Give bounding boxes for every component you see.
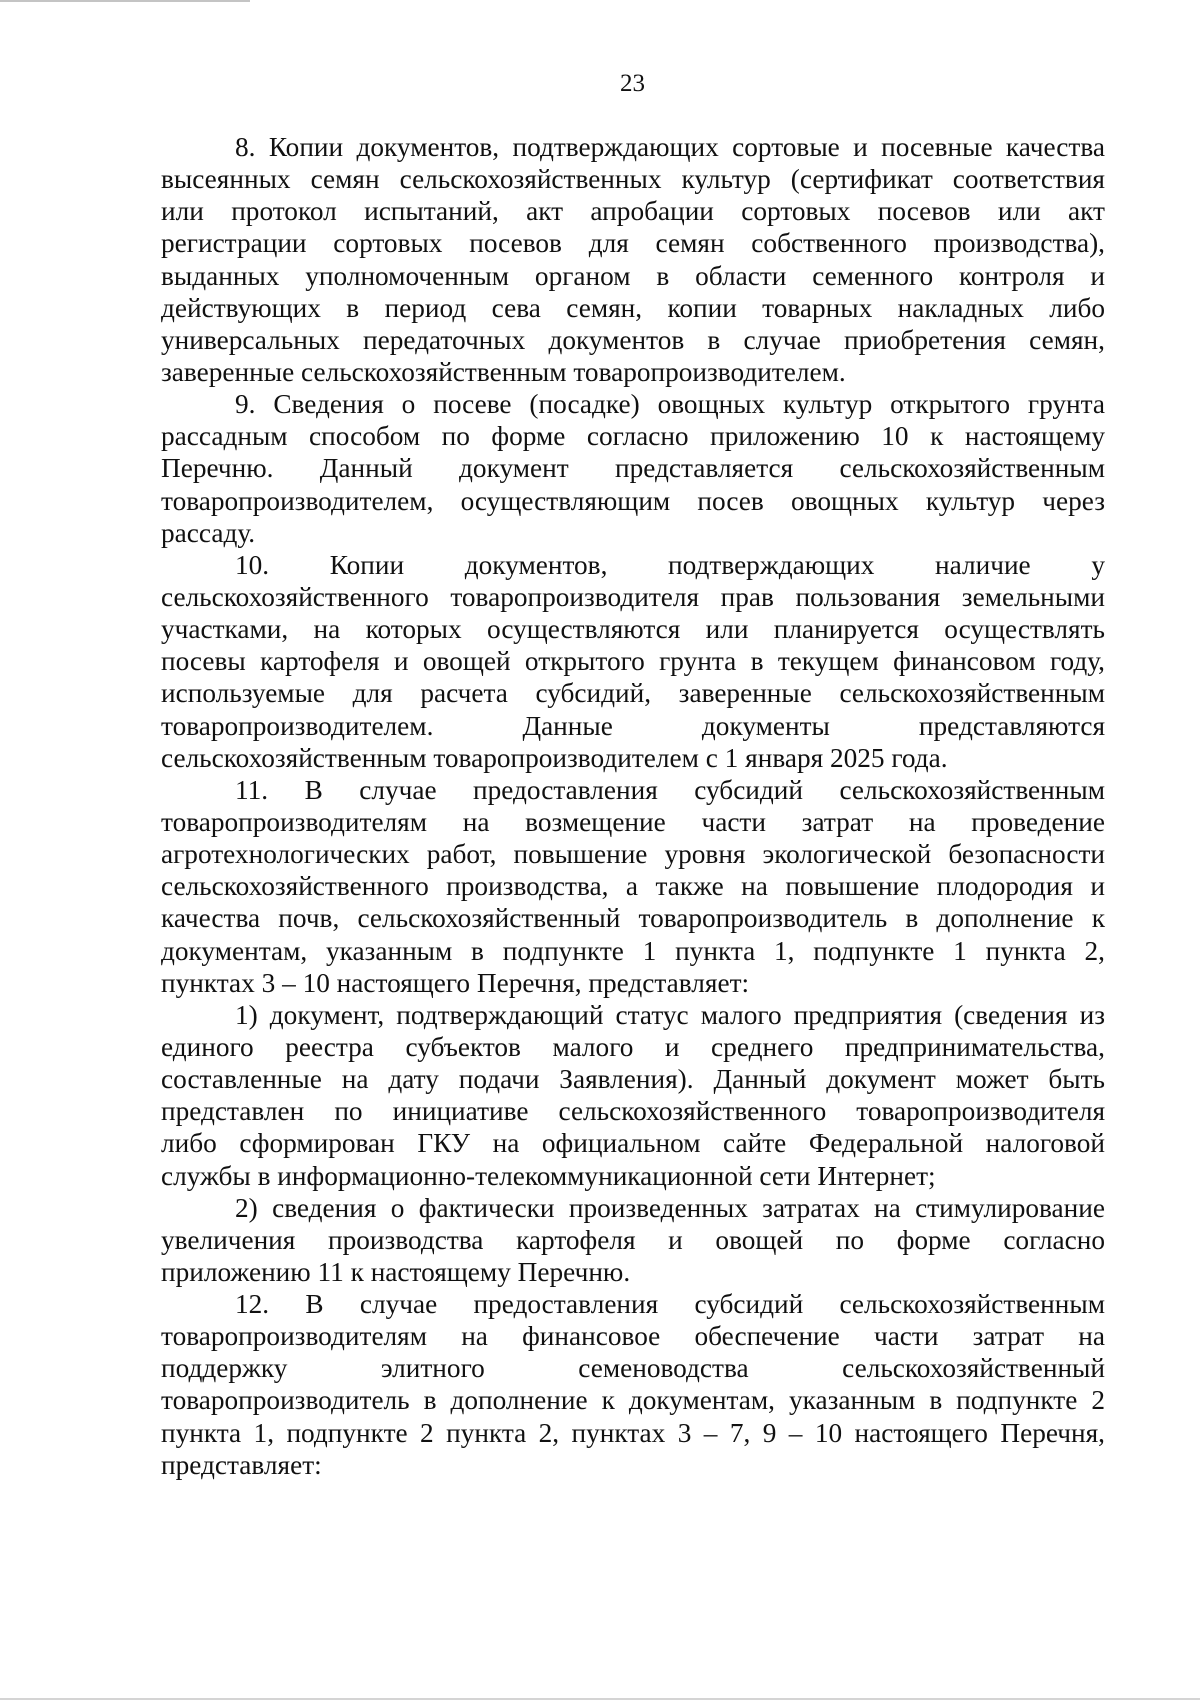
- text-line: службы в информационно-телекоммуникационной сети Интернет;: [161, 1160, 936, 1191]
- document-body: [161, 131, 1105, 1481]
- paragraph-11: [161, 774, 1105, 999]
- text-line: 8. Копии документов, подтверждающих сортовые и посевные качества: [235, 132, 1105, 162]
- text-line: 10. Копии документов, подтверждающих наличие у: [235, 549, 1105, 580]
- text-line: 1) документ, подтверждающий статус малого предприятия (сведения из: [235, 999, 1105, 1030]
- text-line: товаропроизводителем, осуществляющим посев овощных культур через: [161, 485, 1105, 516]
- scan-artifact-top: [0, 0, 250, 2]
- text-line: 9. Сведения о посеве (посадке) овощных культур открытого грунта: [235, 389, 1105, 420]
- text-line: товаропроизводителям на финансовое обеспечение части затрат на: [161, 1321, 1105, 1352]
- text-line: пунктах 3 – 10 настоящего Перечня, представляет:: [161, 967, 750, 998]
- text-line: высеянных семян сельскохозяйственных культур (сертификат соответствия: [161, 164, 1105, 195]
- text-line: представляет:: [161, 1449, 322, 1480]
- text-line: участками, на которых осуществляются или планируется осуществлять: [161, 614, 1105, 645]
- paragraph-12: [161, 1288, 1105, 1481]
- text-line: товаропроизводителем. Данные документы представляются: [161, 710, 1105, 741]
- paragraph-11-item-2: [161, 1192, 1105, 1288]
- text-line: сельскохозяйственного производства, а также на повышение плодородия и: [161, 871, 1105, 902]
- text-line: используемые для расчета субсидий, заверенные сельскохозяйственным: [161, 678, 1105, 709]
- text-line: товаропроизводителям на возмещение части затрат на проведение: [161, 806, 1105, 837]
- text-line: регистрации сортовых посевов для семян собственного производства),: [161, 228, 1105, 259]
- text-line: действующих в период сева семян, копии товарных накладных либо: [161, 292, 1105, 323]
- text-line: составленные на дату подачи Заявления). Данный документ может быть: [161, 1064, 1105, 1095]
- text-line: товаропроизводитель в дополнение к документам, указанным в подпункте 2: [161, 1385, 1105, 1416]
- text-line: 2) сведения о фактически произведенных затратах на стимулирование: [235, 1192, 1105, 1223]
- paragraph-8: [161, 131, 1105, 388]
- text-line: документам, указанным в подпункте 1 пункта 1, подпункте 1 пункта 2,: [161, 935, 1105, 966]
- text-line: поддержку элитного семеноводства сельскохозяйственный: [161, 1353, 1105, 1384]
- scan-artifact-bottom: [0, 1698, 1200, 1700]
- text-line: посевы картофеля и овощей открытого грунта в текущем финансовом году,: [161, 646, 1105, 677]
- text-line: выданных уполномоченным органом в области семенного контроля и: [161, 260, 1105, 291]
- text-line: сельскохозяйственным товаропроизводителем с 1 января 2025 года.: [161, 742, 948, 773]
- text-line: пункта 1, подпункте 2 пункта 2, пунктах 3 – 7, 9 – 10 настоящего Перечня,: [161, 1417, 1105, 1448]
- text-line: 12. В случае предоставления субсидий сельскохозяйственным: [235, 1289, 1105, 1320]
- paragraph-9: [161, 388, 1105, 549]
- text-line: заверенные сельскохозяйственным товаропроизводителем.: [161, 356, 846, 387]
- text-line: рассадным способом по форме согласно приложению 10 к настоящему: [161, 421, 1105, 452]
- text-line: приложению 11 к настоящему Перечню.: [161, 1256, 631, 1287]
- text-line: рассаду.: [161, 517, 256, 548]
- paragraph-11-item-1: [161, 999, 1105, 1192]
- text-line: 11. В случае предоставления субсидий сельскохозяйственным: [235, 774, 1105, 805]
- text-line: Перечню. Данный документ представляется сельскохозяйственным: [161, 453, 1105, 484]
- text-line: либо сформирован ГКУ на официальном сайте Федеральной налоговой: [161, 1128, 1105, 1159]
- text-line: качества почв, сельскохозяйственный товаропроизводитель в дополнение к: [161, 903, 1105, 934]
- text-line: представлен по инициативе сельскохозяйственного товаропроизводителя: [161, 1096, 1105, 1127]
- text-line: единого реестра субъектов малого и среднего предпринимательства,: [161, 1031, 1105, 1062]
- page-number: 23: [620, 70, 645, 97]
- text-line: агротехнологических работ, повышение уровня экологической безопасности: [161, 839, 1105, 870]
- text-line: увеличения производства картофеля и овощей по форме согласно: [161, 1224, 1105, 1255]
- paragraph-10: [161, 549, 1105, 774]
- text-line: универсальных передаточных документов в случае приобретения семян,: [161, 324, 1105, 355]
- text-line: или протокол испытаний, акт апробации сортовых посевов или акт: [161, 196, 1105, 227]
- text-line: сельскохозяйственного товаропроизводителя прав пользования земельными: [161, 581, 1105, 612]
